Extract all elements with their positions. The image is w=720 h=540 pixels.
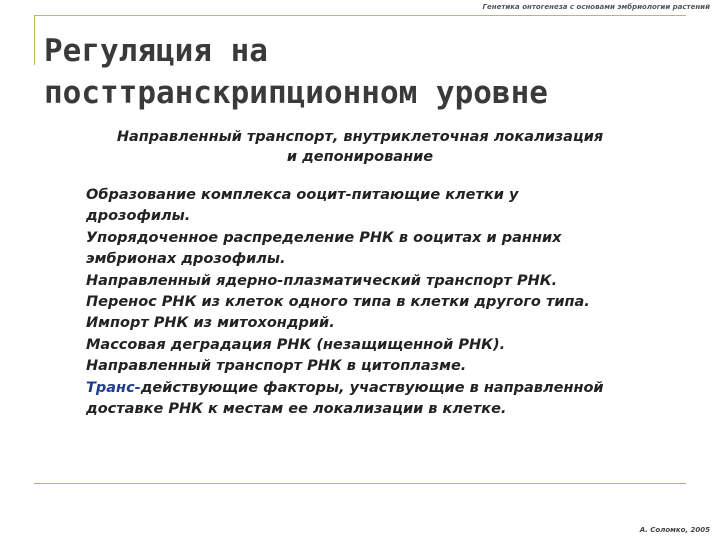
body-item-6: Массовая деградация РНК (незащищенной РНК). (86, 336, 506, 353)
subtitle-line-1: Направленный транспорт, внутриклеточная локализация (116, 129, 604, 145)
body-item-2: Упорядоченное распределение РНК в ооцитах и ранних эмбрионах дрозофилы. (86, 229, 562, 268)
body-item-8-text: действующие факторы, участвующие в направленной доставке РНК к местам ее локализации в клетке. (86, 379, 604, 418)
title-line-2: посттранскрипционном уровне (44, 75, 548, 111)
body-item-3: Направленный ядерно-плазматический транспорт РНК. (86, 272, 558, 289)
bottom-divider (34, 483, 686, 484)
subtitle-line-2: и депонирование (286, 149, 434, 165)
body-item-4: Перенос РНК из клеток одного типа в клетки другого типа. (86, 294, 590, 311)
body-list (86, 185, 606, 420)
header-text: Генетика онтогенеза с основами эмбриологии растений (482, 3, 710, 11)
title-line-1: Регуляция на (44, 33, 268, 69)
body-item-8 (86, 378, 606, 421)
slide-subtitle (80, 127, 640, 167)
slide-title (44, 30, 664, 114)
left-divider (34, 15, 35, 65)
body-item-5: Импорт РНК из митохондрий. (86, 315, 335, 332)
footer-text: А. Соломко, 2005 (639, 526, 710, 534)
trans-prefix: Транс- (86, 379, 141, 396)
top-divider (34, 15, 686, 16)
body-item-1: Образование комплекса ооцит-питающие клетки у дрозофилы. (86, 187, 519, 225)
body-item-7: Направленный транспорт РНК в цитоплазме. (86, 358, 467, 375)
